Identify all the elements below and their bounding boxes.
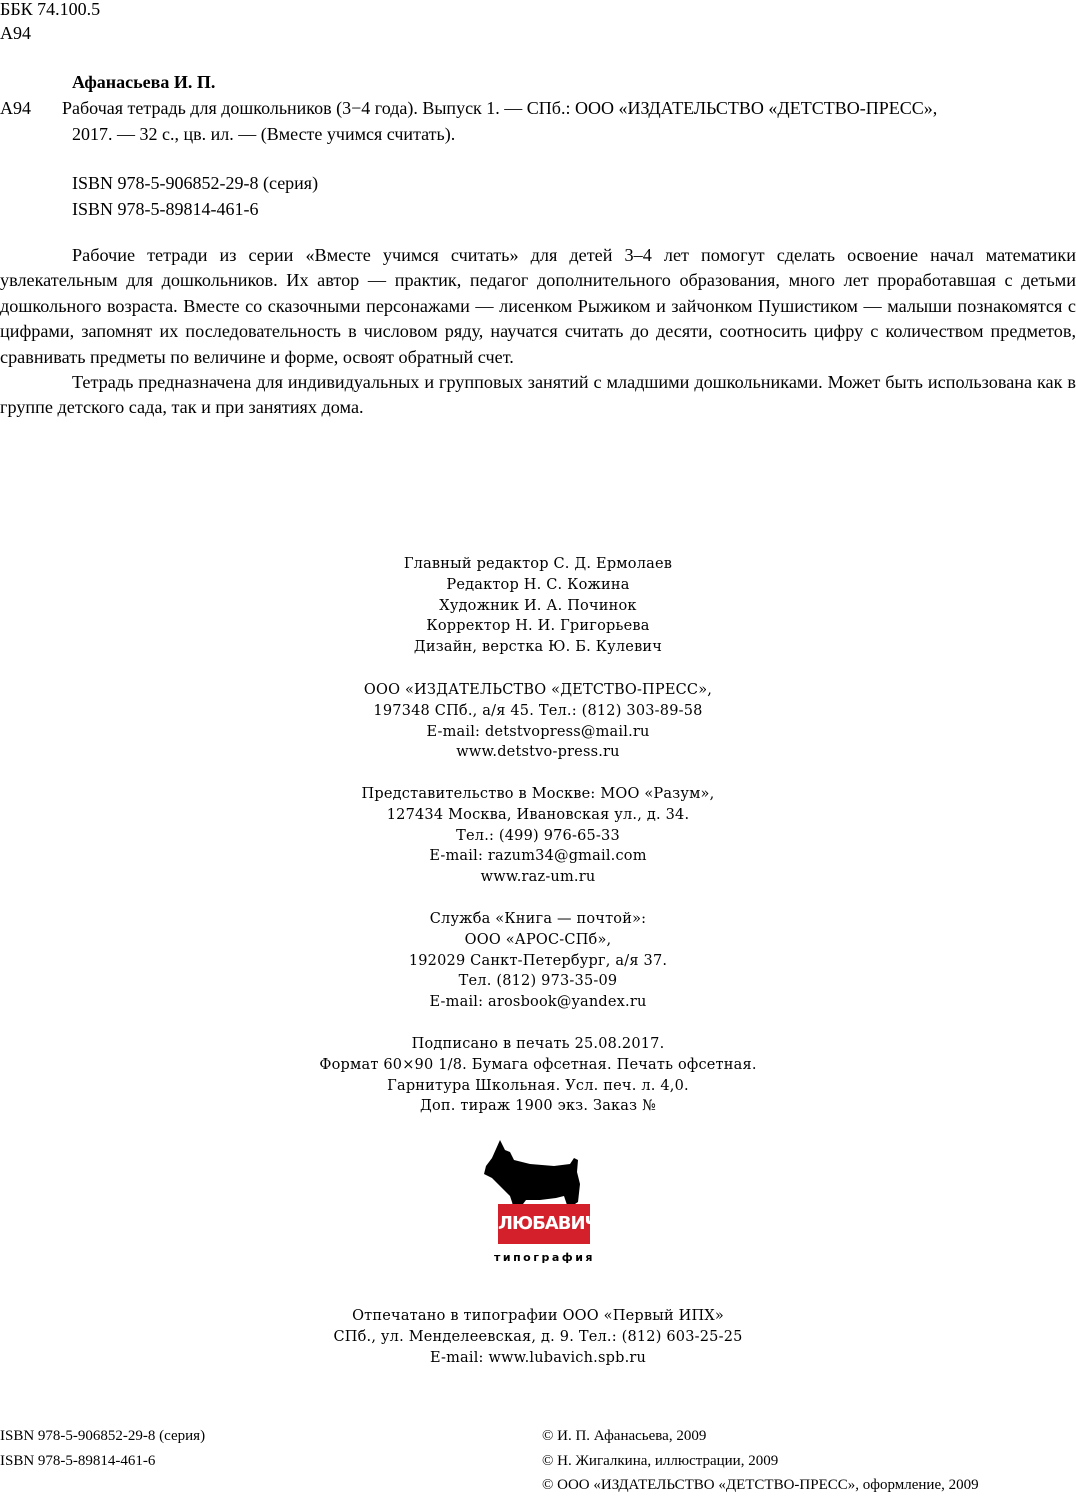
print-info-block <box>0 1034 1076 1117</box>
mail-service-address: 192029 Санкт-Петербург, а/я 37. <box>408 952 668 969</box>
footer-isbn-block <box>0 1424 205 1473</box>
logo-subtitle: типография <box>494 1251 595 1264</box>
moscow-office-block <box>0 784 1076 888</box>
mail-service-phone: Тел. (812) 973-35-09 <box>458 973 618 990</box>
logo-badge <box>498 1204 599 1244</box>
credit-line: Главный редактор С. Д. Ермолаев <box>403 556 673 572</box>
mail-service-title: Служба «Книга — почтой»: <box>429 911 647 927</box>
publisher-address: 197348 СПб., а/я 45. Тел.: (812) 303-89-58 <box>373 702 703 719</box>
printed-at-email: E-mail: www.lubavich.spb.ru <box>429 1349 647 1366</box>
publisher-name: ООО «ИЗДАТЕЛЬСТВО «ДЕТСТВО-ПРЕСС», <box>363 682 713 698</box>
logo-badge-text: ЛЮБАВИЧ <box>498 1213 599 1234</box>
credits-block <box>0 554 1076 658</box>
mail-service-company: ООО «АРОС-СПб», <box>464 931 612 948</box>
author-code: А94 <box>0 23 31 43</box>
credit-line: Дизайн, верстка Ю. Б. Кулевич <box>413 639 663 656</box>
moscow-office-phone: Тел.: (499) 976-65-33 <box>456 827 620 844</box>
copyright-line: © Н. Жигалкина, иллюстрации, 2009 <box>542 1452 779 1469</box>
mail-service-block <box>0 909 1076 1013</box>
moscow-office-website: www.raz-um.ru <box>480 869 596 886</box>
biblio-isbn-series: ISBN 978-5-906852-29-8 (серия) <box>72 173 319 193</box>
biblio-code: А94 <box>0 98 31 118</box>
copyright-line: © ООО «ИЗДАТЕЛЬСТВО «ДЕТСТВО-ПРЕСС», оформление, 2009 <box>542 1477 979 1493</box>
biblio-line-1: Рабочая тетрадь для дошкольников (3−4 года). Выпуск 1. — СПб.: ООО «ИЗДАТЕЛЬСТВО «ДЕТСТВО-ПРЕСС», <box>62 98 938 118</box>
biblio-isbn: ISBN 978-5-89814-461-6 <box>72 199 259 219</box>
publisher-block <box>0 680 1076 763</box>
printed-at-block <box>0 1306 1076 1368</box>
footer-isbn: ISBN 978-5-89814-461-6 <box>0 1452 156 1469</box>
moscow-office-address: 127434 Москва, Ивановская ул., д. 34. <box>386 806 690 823</box>
print-info-signed: Подписано в печать 25.08.2017. <box>411 1036 665 1052</box>
credit-line: Корректор Н. И. Григорьева <box>426 618 650 635</box>
credit-line: Редактор Н. С. Кожина <box>446 576 630 593</box>
print-info-typeface: Гарнитура Школьная. Усл. печ. л. 4,0. <box>387 1077 689 1094</box>
bbk-index: ББК 74.100.5 <box>0 0 101 19</box>
moscow-office-name: Представительство в Москве: МОО «Разум», <box>361 786 715 802</box>
footer-isbn-series: ISBN 978-5-906852-29-8 (серия) <box>0 1428 206 1444</box>
author-name: Афанасьева И. П. <box>72 72 216 92</box>
copyright-line: © И. П. Афанасьева, 2009 <box>542 1428 707 1444</box>
print-info-format: Формат 60×90 1/8. Бумага офсетная. Печать офсетная. <box>319 1056 757 1073</box>
annotation-paragraph-2: Тетрадь предназначена для индивидуальных и групповых занятий с младшими дошкольниками. Может быть использована как в группе детского сада, так и при занятиях дома. <box>0 372 1076 418</box>
printed-at-address: СПб., ул. Менделеевская, д. 9. Тел.: (812) 603-25-25 <box>333 1328 743 1345</box>
biblio-line-2: 2017. — 32 с., цв. ил. — (Вместе учимся считать). <box>72 124 456 144</box>
annotation <box>0 243 1076 421</box>
footer-copyright-block <box>542 1424 979 1498</box>
mail-service-email: E-mail: arosbook@yandex.ru <box>429 994 647 1011</box>
printed-at-company: Отпечатано в типографии ООО «Первый ИПХ» <box>352 1308 724 1324</box>
print-info-run: Доп. тираж 1900 экз. Заказ № <box>419 1098 656 1115</box>
publisher-email: E-mail: detstvopress@mail.ru <box>426 723 650 740</box>
printing-house-logo <box>470 1136 610 1271</box>
credit-line: Художник И. А. Починок <box>439 597 637 614</box>
publisher-website: www.detstvo-press.ru <box>456 744 620 761</box>
annotation-paragraph-1: Рабочие тетради из серии «Вместе учимся считать» для детей 3–4 лет помогут сделать освоение начал математики увлекательным для дошкольников. Их автор — практик, педагог дополнительного образования, много лет проработавшая с детьми дошкольного возраста. Вместе со сказочными персонажами — лисенком Рыжиком и зайчонком Пушистиком — малыши познакомятся с цифрами, запомнят их последовательность в числовом ряду, научатся считать до десяти, соотносить цифру с количеством предметов, сравнивать предметы по величине и форме, освоят обратный счет. <box>0 245 1076 367</box>
moscow-office-email: E-mail: razum34@gmail.com <box>429 848 647 865</box>
